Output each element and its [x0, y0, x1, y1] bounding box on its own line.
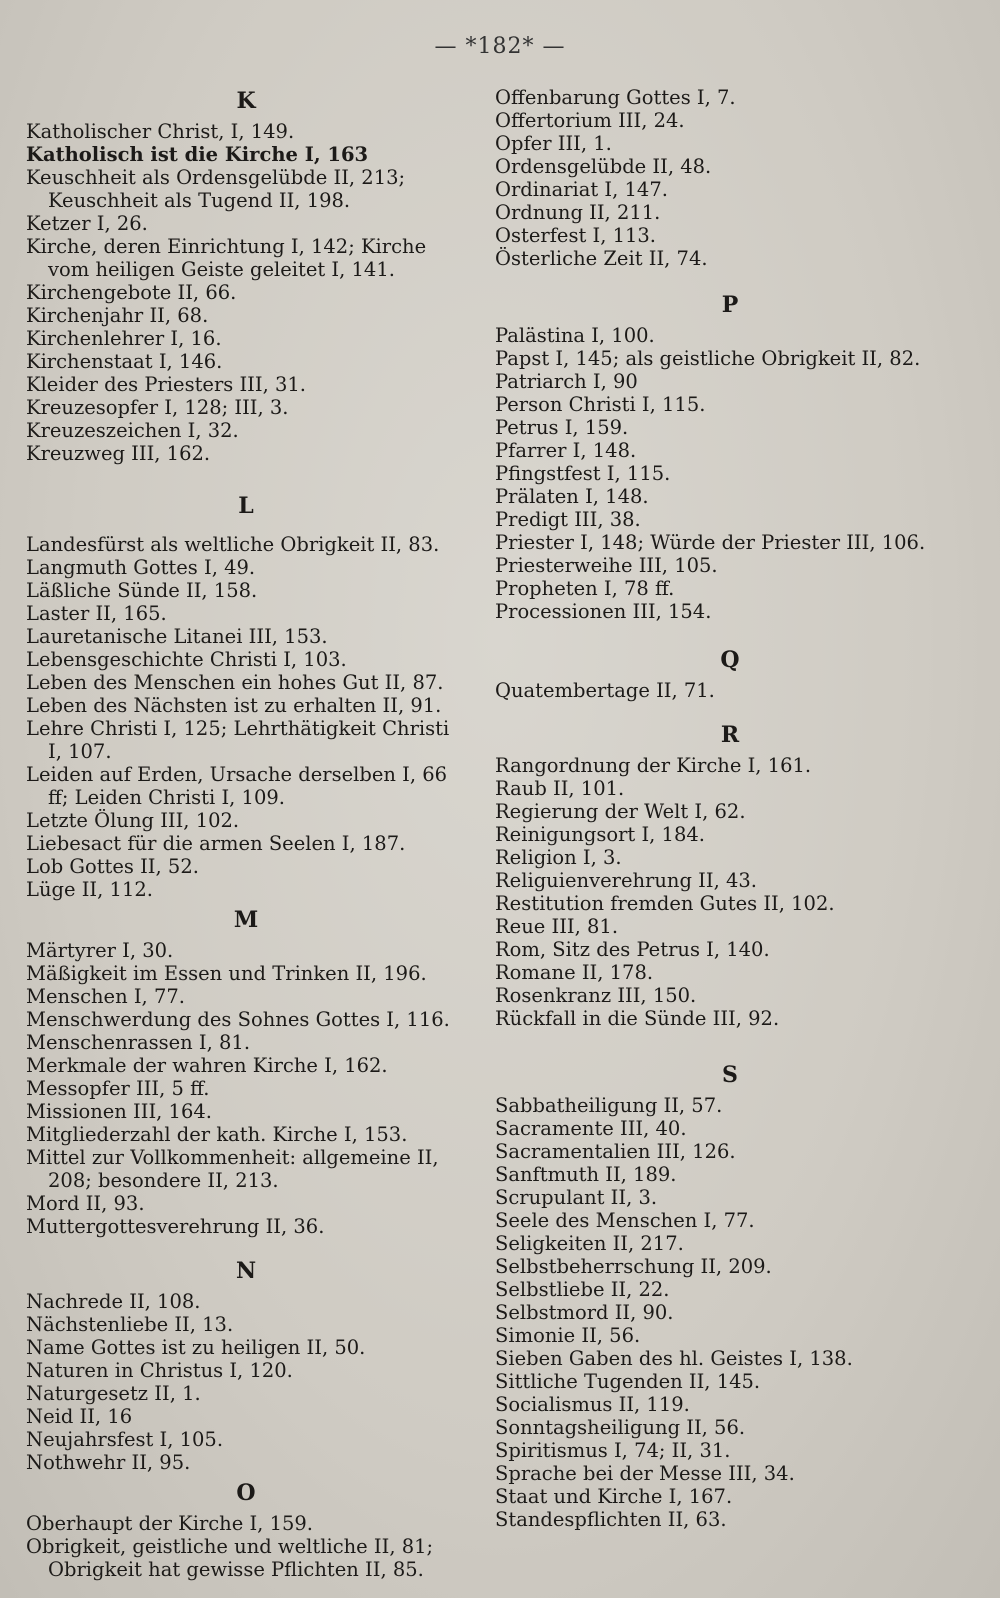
section-letter-l: L [238, 493, 254, 519]
index-entry: Kirchenlehrer I, 16. [26, 327, 222, 350]
index-entry: Religuienverehrung II, 43. [495, 869, 757, 892]
index-entry: Mäßigkeit im Essen und Trinken II, 196. [26, 962, 427, 985]
index-entry: Muttergottesverehrung II, 36. [26, 1215, 325, 1238]
section-letter-s: S [722, 1062, 738, 1088]
index-entry: Offenbarung Gottes I, 7. [495, 86, 736, 109]
index-entry: Nachrede II, 108. [26, 1290, 201, 1313]
index-entry: Person Christi I, 115. [495, 393, 706, 416]
section-letter-p: P [721, 292, 739, 318]
index-entry: Mord II, 93. [26, 1192, 145, 1215]
index-entry: Nächstenliebe II, 13. [26, 1313, 234, 1336]
index-entry: Staat und Kirche I, 167. [495, 1485, 733, 1508]
index-entry: Raub II, 101. [495, 777, 625, 800]
index-entry: Romane II, 178. [495, 961, 654, 984]
index-entry: Leiden auf Erden, Ursache derselben I, 66 ff; Leiden Christi I, 109. [26, 763, 448, 809]
index-entry: Oberhaupt der Kirche I, 159. [26, 1512, 313, 1535]
index-entry: Neid II, 16 [26, 1405, 133, 1428]
index-entry: Keuschheit als Ordensgelübde II, 213; Keuschheit als Tugend II, 198. [26, 166, 406, 212]
section-letter-m: M [233, 907, 259, 933]
index-entry: Selbstliebe II, 22. [495, 1278, 670, 1301]
index-entry: Langmuth Gottes I, 49. [26, 556, 256, 579]
index-entry: Leben des Nächsten ist zu erhalten II, 91. [26, 694, 442, 717]
index-entry: Rangordnung der Kirche I, 161. [495, 754, 812, 777]
index-entry: Reinigungsort I, 184. [495, 823, 705, 846]
index-entry: Sabbatheiligung II, 57. [495, 1094, 723, 1117]
index-entry: Katholisch ist die Kirche I, 163 [26, 143, 369, 166]
index-entry: Socialismus II, 119. [495, 1393, 690, 1416]
index-entry: Obrigkeit, geistliche und weltliche II, 81; Obrigkeit hat gewisse Pflichten II, 85. [26, 1535, 434, 1581]
section-letter-n: N [235, 1258, 257, 1284]
index-entry: Ordinariat I, 147. [495, 178, 668, 201]
index-entry: Petrus I, 159. [495, 416, 629, 439]
index-entry: Seligkeiten II, 217. [495, 1232, 684, 1255]
index-entry: Kirche, deren Einrichtung I, 142; Kirche vom heiligen Geiste geleitet I, 141. [26, 235, 427, 281]
index-entry: Rom, Sitz des Petrus I, 140. [495, 938, 770, 961]
index-entry: Kleider des Priesters III, 31. [26, 373, 306, 396]
index-entry: Missionen III, 164. [26, 1100, 212, 1123]
index-entry: Läßliche Sünde II, 158. [26, 579, 258, 602]
right-column [495, 86, 965, 1531]
index-entry: Seele des Menschen I, 77. [495, 1209, 755, 1232]
index-entry: Nothwehr II, 95. [26, 1451, 191, 1474]
index-entry: Sprache bei der Messe III, 34. [495, 1462, 795, 1485]
index-entry: Predigt III, 38. [495, 508, 641, 531]
index-entry: Patriarch I, 90 [495, 370, 638, 393]
index-entry: Menschenrassen I, 81. [26, 1031, 251, 1054]
index-entry: Opfer III, 1. [495, 132, 612, 155]
index-entry: Letzte Ölung III, 102. [26, 809, 240, 832]
index-entry: Name Gottes ist zu heiligen II, 50. [26, 1336, 366, 1359]
index-entry: Sacramentalien III, 126. [495, 1140, 736, 1163]
section-letter-k: K [236, 88, 256, 114]
index-entry: Priesterweihe III, 105. [495, 554, 718, 577]
page-number: — *182* — [434, 34, 566, 59]
section-letter-o: O [236, 1480, 256, 1506]
index-entry: Regierung der Welt I, 62. [495, 800, 746, 823]
index-entry: Simonie II, 56. [495, 1324, 641, 1347]
index-entry: Landesfürst als weltliche Obrigkeit II, 83. [26, 533, 440, 556]
index-entry: Kreuzweg III, 162. [26, 442, 211, 465]
index-entry: Ordensgelübde II, 48. [495, 155, 712, 178]
index-entry: Katholischer Christ, I, 149. [26, 120, 295, 143]
index-entry: Leben des Menschen ein hohes Gut II, 87. [26, 671, 444, 694]
index-entry: Prälaten I, 148. [495, 485, 649, 508]
index-entry: Naturgesetz II, 1. [26, 1382, 201, 1405]
index-entry: Ordnung II, 211. [495, 201, 661, 224]
index-entry: Lauretanische Litanei III, 153. [26, 625, 328, 648]
index-entry: Sacramente III, 40. [495, 1117, 687, 1140]
index-entry: Offertorium III, 24. [495, 109, 685, 132]
index-entry: Kirchengebote II, 66. [26, 281, 237, 304]
index-entry: Papst I, 145; als geistliche Obrigkeit II, 82. [495, 347, 921, 370]
index-entry: Menschwerdung des Sohnes Gottes I, 116. [26, 1008, 450, 1031]
index-entry: Restitution fremden Gutes II, 102. [495, 892, 835, 915]
index-entry: Kirchenstaat I, 146. [26, 350, 223, 373]
index-entry: Rosenkranz III, 150. [495, 984, 697, 1007]
index-entry: Liebesact für die armen Seelen I, 187. [26, 832, 406, 855]
index-entry: Lehre Christi I, 125; Lehrthätigkeit Christi I, 107. [26, 717, 450, 763]
index-entry: Lüge II, 112. [26, 878, 153, 901]
index-entry: Propheten I, 78 ff. [495, 577, 675, 600]
index-entry: Pfarrer I, 148. [495, 439, 637, 462]
index-entry: Osterfest I, 113. [495, 224, 657, 247]
index-entry: Scrupulant II, 3. [495, 1186, 658, 1209]
index-entry: Kirchenjahr II, 68. [26, 304, 209, 327]
index-entry: Messopfer III, 5 ff. [26, 1077, 210, 1100]
index-entry: Märtyrer I, 30. [26, 939, 174, 962]
index-entry: Rückfall in die Sünde III, 92. [495, 1007, 780, 1030]
index-entry: Sonntagsheiligung II, 56. [495, 1416, 746, 1439]
section-letter-r: R [720, 722, 740, 748]
index-entry: Lob Gottes II, 52. [26, 855, 199, 878]
index-entry: Religion I, 3. [495, 846, 622, 869]
left-column [26, 82, 466, 1581]
index-entry: Sieben Gaben des hl. Geistes I, 138. [495, 1347, 853, 1370]
index-entry: Selbstbeherrschung II, 209. [495, 1255, 772, 1278]
index-entry: Sittliche Tugenden II, 145. [495, 1370, 761, 1393]
index-entry: Sanftmuth II, 189. [495, 1163, 677, 1186]
index-entry: Standespflichten II, 63. [495, 1508, 727, 1531]
index-entry: Laster II, 165. [26, 602, 167, 625]
index-entry: Ketzer I, 26. [26, 212, 148, 235]
index-entry: Quatembertage II, 71. [495, 679, 715, 702]
index-entry: Reue III, 81. [495, 915, 619, 938]
index-entry: Merkmale der wahren Kirche I, 162. [26, 1054, 388, 1077]
section-letter-q: Q [720, 647, 740, 673]
index-entry: Priester I, 148; Würde der Priester III, 106. [495, 531, 926, 554]
index-entry: Lebensgeschichte Christi I, 103. [26, 648, 347, 671]
index-entry: Mittel zur Vollkommenheit: allgemeine II, 208; besondere II, 213. [26, 1146, 439, 1192]
index-entry: Menschen I, 77. [26, 985, 185, 1008]
index-entry: Mitgliederzahl der kath. Kirche I, 153. [26, 1123, 408, 1146]
index-entry: Kreuzeszeichen I, 32. [26, 419, 239, 442]
index-entry: Österliche Zeit II, 74. [495, 247, 708, 270]
index-entry: Neujahrsfest I, 105. [26, 1428, 224, 1451]
index-entry: Pfingstfest I, 115. [495, 462, 671, 485]
index-entry: Kreuzesopfer I, 128; III, 3. [26, 396, 289, 419]
index-entry: Palästina I, 100. [495, 324, 655, 347]
index-entry: Processionen III, 154. [495, 600, 712, 623]
index-entry: Selbstmord II, 90. [495, 1301, 674, 1324]
index-entry: Naturen in Christus I, 120. [26, 1359, 293, 1382]
index-entry: Spiritismus I, 74; II, 31. [495, 1439, 731, 1462]
